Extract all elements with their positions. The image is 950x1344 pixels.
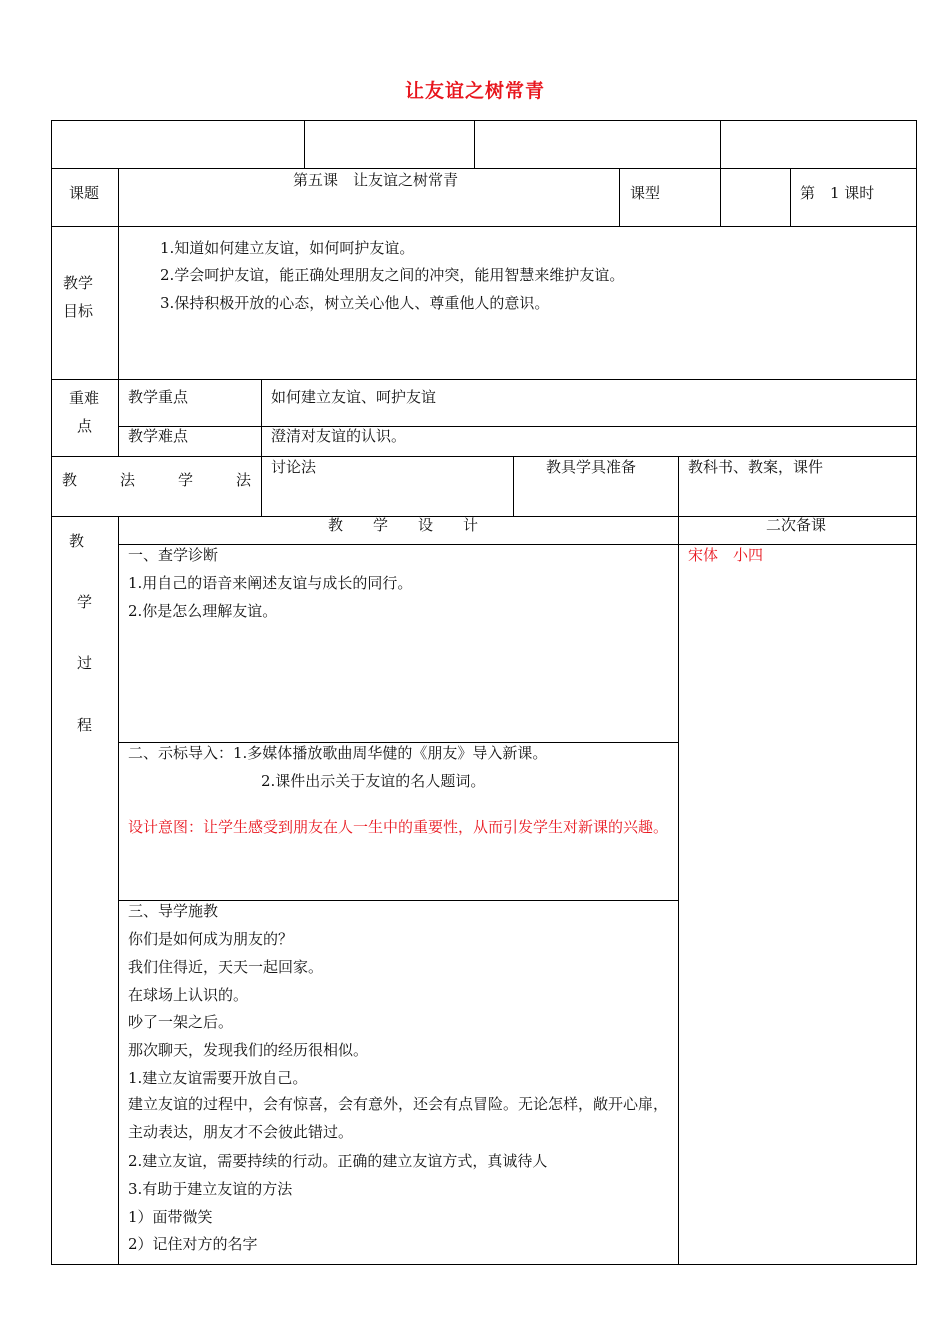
goal-item: 2.学会呵护友谊，能正确处理朋友之间的冲突，能用智慧来维护友谊。 xyxy=(160,266,625,284)
table-bottom-border xyxy=(51,1264,917,1265)
section1-line: 1.用自己的语音来阐述友谊与成长的同行。 xyxy=(128,574,413,592)
table-right-border xyxy=(916,120,917,1265)
methods-label-char: 法 xyxy=(236,471,252,489)
keypoints-label-line2: 点 xyxy=(77,417,93,435)
goal-item: 3.保持积极开放的心态，树立关心他人、尊重他人的意识。 xyxy=(160,294,550,312)
section3-heading: 三、导学施教 xyxy=(128,902,219,920)
topic-label: 课题 xyxy=(69,184,100,202)
focus-label: 教学重点 xyxy=(128,388,189,406)
row-divider xyxy=(51,379,917,380)
backup-header: 二次备课 xyxy=(766,516,827,534)
lesson-type-label: 课型 xyxy=(630,184,661,202)
methods-label-char: 学 xyxy=(178,471,194,489)
col-divider xyxy=(474,120,475,168)
section2-line: 2.课件出示关于友谊的名人题词。 xyxy=(261,772,486,790)
section3-line: 那次聊天，发现我们的经历很相似。 xyxy=(128,1041,369,1059)
col-divider xyxy=(513,456,514,516)
section3-line: 3.有助于建立友谊的方法 xyxy=(128,1180,293,1198)
difficulty-label: 教学难点 xyxy=(128,427,189,445)
process-label-char: 学 xyxy=(77,593,93,611)
section2-line: 二、示标导入：1.多媒体播放歌曲周华健的《朋友》导入新课。 xyxy=(128,744,548,762)
focus-value: 如何建立友谊、呵护友谊 xyxy=(271,388,437,406)
table-top-border xyxy=(51,120,917,121)
table-left-border xyxy=(51,120,52,1265)
keypoints-label-line1: 重难 xyxy=(69,389,100,407)
col-divider xyxy=(678,516,679,1264)
col-divider xyxy=(261,456,262,516)
col-divider xyxy=(118,226,119,379)
col-divider xyxy=(261,379,262,456)
col-divider xyxy=(118,379,119,456)
methods-label-char: 教 xyxy=(62,471,78,489)
section3-line: 我们住得近，天天一起回家。 xyxy=(128,958,324,976)
lesson-period: 第 1 课时 xyxy=(800,184,875,202)
section1-heading: 一、查学诊断 xyxy=(128,546,219,564)
topic-value: 第五课 让友谊之树常青 xyxy=(293,171,459,189)
process-label-char: 过 xyxy=(77,654,93,672)
col-divider xyxy=(720,120,721,168)
row-divider xyxy=(118,426,917,427)
methods-label-char: 法 xyxy=(120,471,136,489)
section1-line: 2.你是怎么理解友谊。 xyxy=(128,602,278,620)
row-divider xyxy=(51,226,917,227)
document-title: 让友谊之树常青 xyxy=(404,80,545,102)
section3-paragraph: 建立友谊的过程中，会有惊喜，会有意外，还会有点冒险。无论怎样，敞开心扉，主动表达，朋友才不会彼此错过。 xyxy=(128,1095,669,1141)
tools-label: 教具学具准备 xyxy=(546,458,637,476)
section3-line: 在球场上认识的。 xyxy=(128,986,249,1004)
col-divider xyxy=(790,168,791,226)
goal-item: 1.知道如何建立友谊，如何呵护友谊。 xyxy=(160,239,415,257)
design-intent-note: 设计意图：让学生感受到朋友在人一生中的重要性，从而引发学生对新课的兴趣。 xyxy=(128,818,669,836)
col-divider xyxy=(118,168,119,226)
section3-line: 你们是如何成为朋友的？ xyxy=(128,930,294,948)
col-divider xyxy=(118,516,119,1264)
tools-value: 教科书、教案，课件 xyxy=(688,458,824,476)
difficulty-value: 澄清对友谊的认识。 xyxy=(271,427,407,445)
col-divider xyxy=(304,120,305,168)
design-header: 教 学 设 计 xyxy=(328,516,479,534)
goals-label-line2: 目标 xyxy=(63,302,94,320)
section3-line: 1.建立友谊需要开放自己。 xyxy=(128,1069,308,1087)
process-label-char: 教 xyxy=(69,532,85,550)
section3-line: 吵了一架之后。 xyxy=(128,1013,234,1031)
col-divider xyxy=(619,168,620,226)
col-divider xyxy=(678,456,679,516)
process-label-char: 程 xyxy=(77,716,93,734)
section3-line: 1）面带微笑 xyxy=(128,1208,213,1226)
section3-line: 2）记住对方的名字 xyxy=(128,1235,258,1253)
goals-label-line1: 教学 xyxy=(63,274,94,292)
row-divider xyxy=(51,168,917,169)
col-divider xyxy=(720,168,721,226)
row-divider xyxy=(118,544,917,545)
methods-value: 讨论法 xyxy=(271,458,317,476)
section3-line: 2.建立友谊，需要持续的行动。正确的建立友谊方式，真诚待人 xyxy=(128,1152,548,1170)
backup-note: 宋体 小四 xyxy=(688,546,764,564)
